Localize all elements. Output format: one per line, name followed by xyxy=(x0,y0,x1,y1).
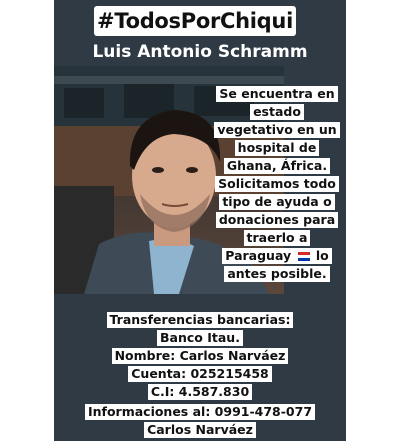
bank-line: C.I: 4.587.830 xyxy=(148,384,252,400)
hashtag-banner: #TodosPorChiqui xyxy=(94,6,296,36)
situation-line: antes posible. xyxy=(224,266,329,282)
contact-info xyxy=(54,404,346,440)
contact-line: Carlos Narváez xyxy=(144,422,256,438)
situation-line: vegetativo en un xyxy=(214,122,339,138)
situation-line: Se encuentra en xyxy=(216,86,337,102)
person-name: Luis Antonio Schramm xyxy=(92,42,308,62)
situation-line: hospital de xyxy=(235,140,320,156)
bank-line: Nombre: Carlos Narváez xyxy=(112,348,289,364)
situation-line: estado xyxy=(250,104,304,120)
situation-line: Ghana, África. xyxy=(224,158,330,174)
flag-line-before: Paraguay xyxy=(225,248,292,263)
situation-line-with-flag xyxy=(222,248,332,264)
bank-line: Banco Itau. xyxy=(157,330,243,346)
situation-line: traerlo a xyxy=(244,230,311,246)
paraguay-flag-icon xyxy=(298,252,310,261)
situation-line: Solicitamos todo xyxy=(215,176,339,192)
bank-info xyxy=(54,312,346,402)
bank-line: Cuenta: 025215458 xyxy=(128,366,272,382)
situation-line: donaciones para xyxy=(216,212,338,228)
poster xyxy=(54,0,346,441)
flag-line-after: lo xyxy=(315,248,329,263)
contact-line: Informaciones al: 0991-478-077 xyxy=(85,404,315,420)
situation-text xyxy=(214,86,340,284)
situation-line: tipo de ayuda o xyxy=(219,194,334,210)
bank-line: Transferencias bancarias: xyxy=(107,312,294,328)
